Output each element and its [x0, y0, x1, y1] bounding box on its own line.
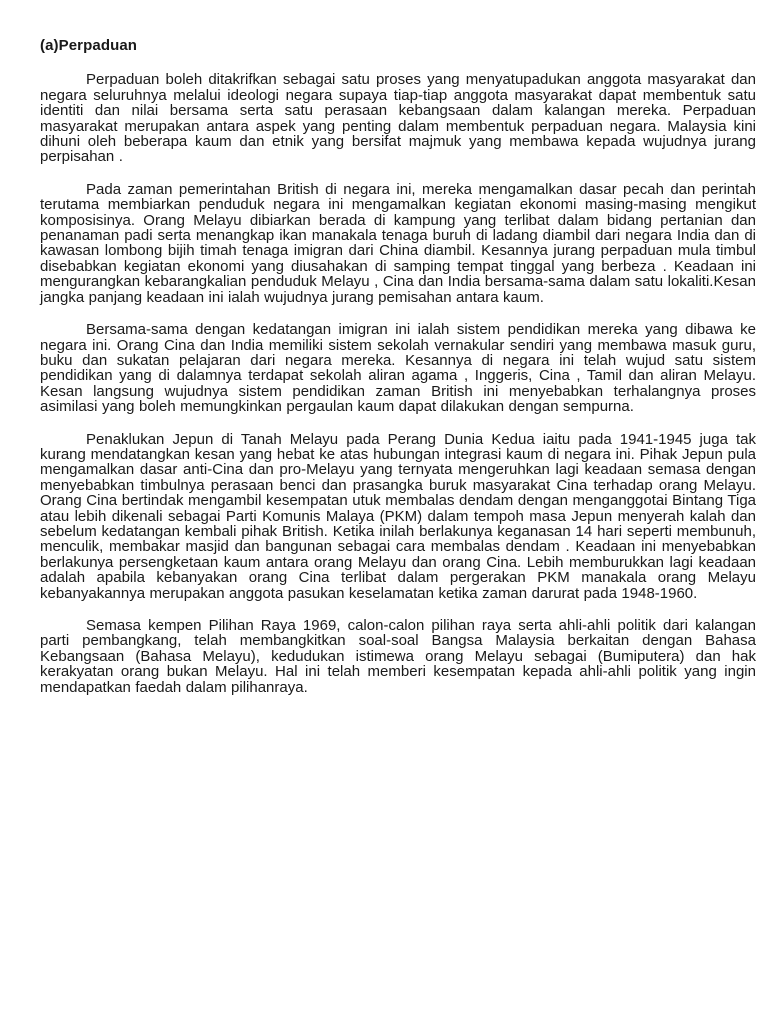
document-page [40, 38, 756, 712]
paragraph-japanese-occupation: Penaklukan Jepun di Tanah Melayu pada Perang Dunia Kedua iaitu pada 1941-1945 juga tak kurang mendatangkan kesan yang hebat ke atas hubungan integrasi kaum di negara ini. Pihak Jepun pula mengamalkan dasar anti-Cina dan pro-Melayu yang ternyata mengeruhkan lagi keadaan semasa dengan menyebabkan timbulnya perasaan benci dan prasangka buruk masyarakat Cina terhadap orang Melayu. Orang Cina bertindak mengambil kesempatan utuk membalas dendam dengan menganggotai Bintang Tiga atau lebih dikenali sebagai Parti Komunis Malaya (PKM) dalam tempoh masa Jepun menyerah kalah dan sebelum kedatangan kembali pihak British. Ketika inilah berlakunya keganasan 14 hari seperti membunuh, menculik, membakar masjid dan bangunan sebagai cara membalas dendam . Keadaan ini menyebabkan berlakunya persengketaan kaum antara orang Melayu dan orang Cina. Lebih memburukkan lagi keadaan adalah apabila kebanyakan orang Cina terlibat dalam pergerakan PKM manakala orang Melayu kebanyakannya merupakan anggota pasukan keselamatan ketika zaman darurat pada 1948-1960. [40, 430, 756, 602]
paragraph-british-era: Pada zaman pemerintahan British di negara ini, mereka mengamalkan dasar pecah dan perintah terutama membiarkan penduduk negara ini mengamalkan kegiatan ekonomi masing-masing mengikut komposisinya. Orang Melayu dibiarkan berada di kampung yang terlibat dalam bidang pertanian dan penanaman padi serta menangkap ikan manakala tenaga buruh di ladang diambil dari negara India dan di kawasan lombong bijih timah tenaga imigran dari China diambil. Kesannya jurang perpaduan mula timbul disebabkan kegiatan ekonomi yang diusahakan di samping tempat tinggal yang berbeza . Keadaan ini mengurangkan kebarangkalian penduduk Melayu , Cina dan India bersama-sama dalam satu lokaliti.Kesan jangka panjang keadaan ini ialah wujudnya jurang pemisahan antara kaum. [40, 180, 756, 306]
paragraph-definition: Perpaduan boleh ditakrifkan sebagai satu proses yang menyatupadukan anggota masyarakat dan negara seluruhnya melalui ideologi negara supaya tiap-tiap anggota masyarakat dapat membentuk satu identiti dan nilai bersama serta satu perasaan kebangsaan dalam kalangan mereka. Perpaduan masyarakat merupakan antara aspek yang penting dalam membentuk perpaduan negara. Malaysia kini dihuni oleh beberapa kaum dan etnik yang bersifat majmuk yang membawa kepada wujudnya jurang perpisahan . [40, 71, 756, 166]
section-heading: (a)Perpaduan [40, 37, 138, 54]
paragraph-education-system: Bersama-sama dengan kedatangan imigran ini ialah sistem pendidikan mereka yang dibawa ke negara ini. Orang Cina dan India memiliki sistem sekolah vernakular sendiri yang membawa masuk guru, buku dan sukatan pelajaran dari negara mereka. Kesannya di negara ini telah wujud satu sistem pendidikan yang di dalamnya terdapat sekolah aliran agama , Inggeris, Cina , Tamil dan aliran Melayu. Kesan langsung wujudnya sistem pendidikan zaman British ini menyebabkan terhalangnya proses asimilasi yang boleh memungkinkan pergaulan kaum dapat dilakukan dengan sempurna. [40, 321, 756, 416]
paragraph-election-1969: Semasa kempen Pilihan Raya 1969, calon-calon pilihan raya serta ahli-ahli politik dari kalangan parti pembangkang, telah membangkitkan soal-soal Bangsa Malaysia berkaitan dengan Bahasa Kebangsaan (Bahasa Melayu), kedudukan istimewa orang Melayu sebagai (Bumiputera) dan hak kerakyatan orang bukan Melayu. Hal ini telah memberi kesempatan kepada ahli-ahli politik yang ingin mendapatkan faedah dalam pilihanraya. [40, 617, 756, 696]
